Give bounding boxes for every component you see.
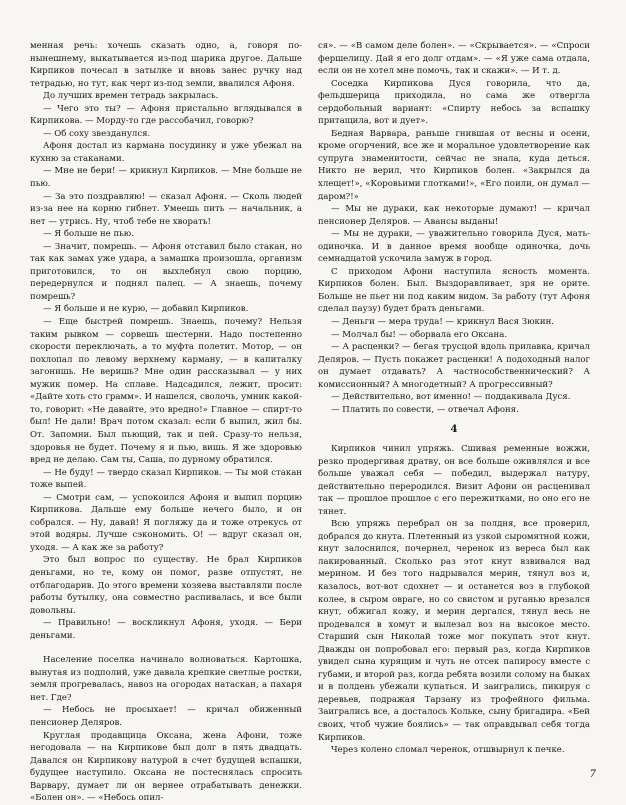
page-number: 7 [589, 769, 596, 780]
paragraph: Соседка Кирпикова Дуся говорила, что да, фельдшерица приходила, но сама же отвергла сердобольный вариант: «Спирту небось за вспашку притащила, вот и дует». [318, 78, 590, 127]
paragraph: Население поселка начинало волноваться. Картошка, вынутая из подполий, уже давала крепкие светлые ростки, земля прогревалась, навоз на огородах натаскан, а пахаря нет. Где? [30, 655, 302, 703]
paragraph: Круглая продавщица Оксана, жена Афони, тоже негодовала — на Кирпикове был долг в пять двадцать. Давался он Кирпикову натурой в счет будущей вспашки, будущее наступило. Оксана не постеснялась спросить Варвару, думает ли он вернее отрабатывать денежки. «Болен он». — «Небось опил- [30, 730, 302, 804]
paragraph: До лучших времен тетрадь закрылась. [43, 91, 219, 102]
paragraph: — Действительно, вот именно! — поддакивала Дуся. [331, 392, 571, 403]
right-text-column [318, 40, 590, 757]
paragraph: — Мне не бери! — крикнул Кирпиков. — Мне больше не пью. [30, 166, 302, 190]
paragraph: — Об соху звезданулся. [43, 128, 151, 139]
section-number: 4 [450, 424, 458, 436]
paragraph: — Чего это ты? — Афоня пристально вглядывался в Кирпикова. — Мордy-то где рассобачил, говорю? [30, 103, 302, 127]
paragraph: менная речь: хочешь сказать одно, а, говоря по-нынешнему, выкатывается из-под шарика другое. Дальше Кирпиков почесал в затылке и вновь занес ручку над тетрадью, но тут, как черт из-под земли, ввалился Афоня. [30, 41, 302, 89]
paragraph: — А расценки? — бегая трусцой вдоль прилавка, кричал Деляров. — Пусть покажет расценки! А подоходный налог он думает отдавать? А частнособственнический? А комиссионный? А многодетный? А прогрессивный? [318, 342, 590, 390]
paragraph: — Я больше не пью. [43, 229, 134, 240]
paragraph: ся». — «В самом деле болен». — «Скрывается». — «Спроси фершелицу. Дай я его долг отдам». — «Я уже сама отдала, если он не хотел мне помочь, так и скажи». — И т. д. [318, 41, 590, 77]
paragraph: — Я больше и не курю, — добавил Кирпиков. [43, 304, 249, 315]
paragraph: — Мы не дураки, как некоторые думают! — кричал пенсионер Деляров. — Авансы выданы! [318, 204, 590, 227]
left-text-column [30, 40, 302, 805]
paragraph: Бедная Варвара, раньше гнившая от весны и осени, кроме огорчений, все же и моральное удовлетворение как супруга знаменитости, сейчас не знала, куда деться. Никто не верил, что Кирпиков болен. «Закрылся да хлещет!», «Коровьими глотками!», «Его поили, он думал — даром?!» [318, 128, 590, 202]
paragraph: Это был вопрос по существу. Не брал Кирпиков деньгами, но те, кому он помог, разве отпустят, не отблагодарив. До этого времени хозяева выставляли после работы бутылку, она совместно распивалась, и все были довольны. [30, 555, 302, 616]
paragraph: — Деньги — мера труда! — крикнул Вася Зюкин. [331, 317, 554, 328]
paragraph: — За это поздравляю! — сказал Афоня. — Сколь людей из-за нее на корню гибнет. Умеешь пить — начальник, а нет — утрись. Ну, чтоб тебе не хворать! [30, 191, 302, 227]
paragraph: Через колено сломал черенок, отшвырнул к печке. [331, 745, 565, 756]
paragraph: — Смотри сам, — успокоился Афоня и выпил порцию Кирпикова. Дальше ему больше нечего было, и он собрался. — Ну, давай! Я погляжу да и тоже отрекусь от этой водяры. Лучше сэкономить. О! — вдруг сказал он, уходя. — А как же за работу? [30, 492, 302, 553]
paragraph: — Платить по совести, — отвечал Афоня. [331, 404, 519, 415]
paragraph: — Небось не просыхает! — кричал обиженный пенсионер Деляров. [30, 705, 302, 728]
paragraph: С приходом Афони наступила ясность момента. Кирпиков болен. Был. Выздоравливает, зря не орите. Больше не пьет ни под каким видом. За работу (тут Афоня сделал паузу) будет брать деньгами. [318, 266, 590, 315]
paragraph: Афоня достал из кармана посудинку и уже убежал на кухню за стаканами. [30, 141, 302, 164]
paragraph: — Правильно! — воскликнул Афоня, уходя. — Бери деньгами. [30, 618, 302, 641]
paragraph: — Мы не дураки, — уважительно говорила Дуся, мать-одиночка. И в данное время вообще одиночка, дочь семнадцатой ускочила замуж в город. [318, 229, 590, 265]
paragraph: — Не буду! — твердо сказал Кирпиков. — Ты мой стакан тоже выпей. [30, 467, 302, 491]
paragraph: — Молчал бы! — оборвала его Оксана. [331, 329, 508, 340]
paragraph: Всю упряжь перебрал он за полдня, все проверил, добрался до кнута. Плетенный из узкой сыромятной кожи, кнут залоснился, почернел, черенок из вереса был как лакированный. Сколько раз этот кнут взвивался над мерином. И без того надрывался мерин, тянул воз и, казалось, вот-вот сдохнет — и останется воз в глубокой колее, в сыром овраге, но со свистом и руганью врезался кнут, обжигал кожу, и мерин дергался, тянул весь не продевался в хомут и вылезал воз на высокое место. Старший сын Николай тоже мог покупать этот кнут. Дважды он попробовал его: первый раз, когда Кирпиков увидел сына курящим и чуть не отсек папиросу вместе с губами, и второй раз, когда ребята возили солому на быках и в полдень убежали купаться. И заигрались, пикируя с деревьев, подражая Тарзану из трофейного фильма. Заигрались все, а досталось Кольке, сыну бригадира. «Бей своих, чтоб чужие боялись» — так оправдывал себя тогда Кирпиков. [318, 519, 590, 743]
paragraph: — Еще быстрей помрешь. Знаешь, почему? Нельзя таким рывком — сорвешь шестерни. Надо постепенно скорости переключать, а то муфта полетит. Мотор, — он похлопал по левому верхнему карману, — в капиталку загонишь. Не веришь? Мне один рассказывал — у них мужик помер. На сплаве. Надсадился, лежит, просит: «Дайте хоть сто грамм». И нашелся, сволочь, умник какой-то, говорит: «Не давайте, это вредно!» Главное — спирт-то был! Не дали! Врач потом сказал: если б выпил, жил бы. От. Запомни. Был пьющий, так и пей. Сразу-то нельзя, здоровья не будет. Почему я и пью, вишь. Я же здоровью вред не делаю. Сам ты, Саша, по дурному обратился. [30, 317, 302, 466]
paragraph: Кирпиков чинил упряжь. Сшивая ременные вожжи, резко продергивая дратву, он все больше оживлялся и все больше уважал себя — победил, выдержал натуру, действительно переродился. Визит Афони он расценивал так — прошлое прошлое с его пережитками, но оно его не тянет. [318, 443, 590, 517]
paragraph: — Значит, помрешь. — Афоня отставил было стакан, но так как замах уже удара, а замашка произошла, организм приготовился, то он выхлебнул свою порцию, передернулся и поднял палец. — А знаешь, почему помрешь? [30, 241, 302, 302]
